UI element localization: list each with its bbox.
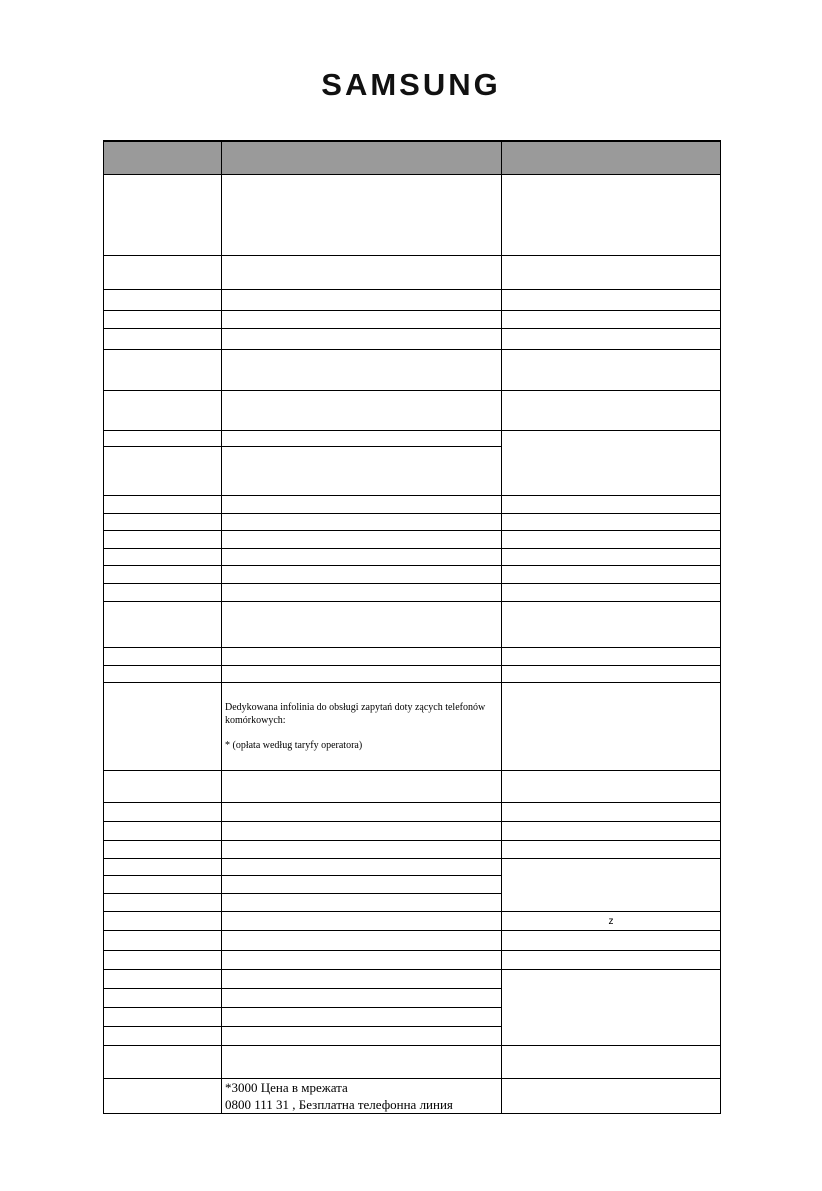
table-row [104,256,721,290]
bulgaria-contact-cell [222,1079,502,1114]
table-row [104,549,721,566]
table-row [104,431,721,447]
table-row [104,841,721,859]
table-row [104,514,721,531]
table-row [104,951,721,970]
table-row [104,912,721,931]
table-row [104,931,721,951]
table-row [104,175,721,256]
z-mark: z [502,912,721,931]
table-row [104,496,721,514]
poland-tariff-note: * (opłata według taryfy operatora) [225,740,363,751]
table-row [104,1046,721,1079]
table-row-poland [104,683,721,771]
table-row [104,531,721,549]
table-row [104,350,721,391]
bulgaria-network-price: *3000 Цена в мрежата [225,1080,348,1095]
table-header-row [104,141,721,175]
table-row [104,970,721,989]
table-row [104,859,721,876]
header-cell-contact [222,141,502,175]
bulgaria-free-line: 0800 111 31 , Безплатна телефонна линия [225,1097,453,1112]
table-row [104,329,721,350]
table-row [104,311,721,329]
table-row-bulgaria [104,1079,721,1114]
table-row [104,566,721,584]
poland-infoline-text: Dedykowana infolinia do obsługi zapytań doty zących telefonów komórkowych: [225,702,486,726]
poland-contact-cell [222,683,502,771]
svg-text:SAMSUNG: SAMSUNG [321,67,501,100]
table-row [104,290,721,311]
table-row [104,648,721,666]
service-contacts-table [103,140,721,1114]
samsung-logo [0,64,822,100]
header-cell-web [502,141,721,175]
table-row [104,584,721,602]
table-row [104,602,721,648]
table-row [104,803,721,822]
samsung-wordmark [316,64,506,100]
header-cell-region [104,141,222,175]
table-row [104,391,721,431]
table-row [104,771,721,803]
table-row [104,666,721,683]
table-row [104,822,721,841]
